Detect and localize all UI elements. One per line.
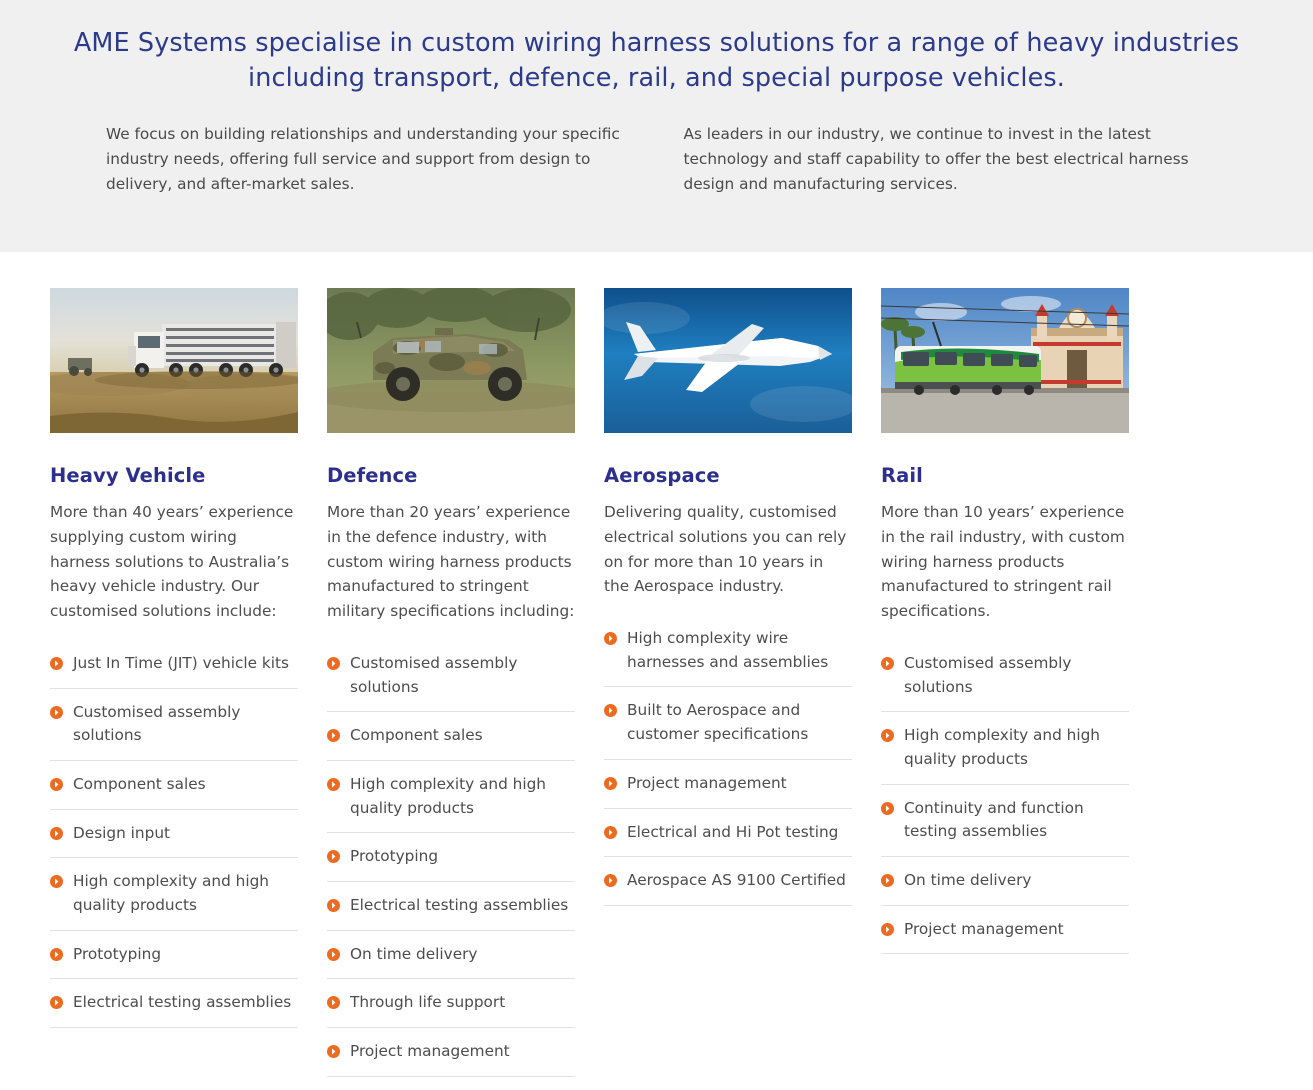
list-item[interactable] xyxy=(50,979,298,1028)
chevron-right-icon xyxy=(604,629,617,642)
industry-card-aerospace xyxy=(604,288,852,906)
list-item[interactable] xyxy=(881,712,1129,784)
list-item-label: Design input xyxy=(73,823,171,842)
list-item[interactable] xyxy=(327,761,575,833)
list-item-label: Project management xyxy=(627,773,787,792)
industry-card-defence xyxy=(327,288,575,1077)
list-item-label: Continuity and function testing assemblies xyxy=(904,798,1084,841)
chevron-right-icon xyxy=(50,775,63,788)
card-title: Aerospace xyxy=(604,464,720,487)
armoured-military-vehicle-photo[interactable] xyxy=(327,288,575,433)
chevron-right-icon xyxy=(604,701,617,714)
card-description: More than 10 years’ experience in the rail industry, with custom wiring harness products manufactured to stringent rail specifications. xyxy=(881,503,1125,621)
list-item-label: On time delivery xyxy=(904,871,1032,890)
list-item-label: Component sales xyxy=(73,774,206,793)
intro-paragraph-right: As leaders in our industry, we continue to invest in the latest technology and staff capability to offer the best electrical harness design and manufacturing services. xyxy=(683,125,1189,193)
chevron-right-icon xyxy=(327,1042,340,1055)
list-item[interactable] xyxy=(327,931,575,980)
card-title: Rail xyxy=(881,464,923,487)
card-title: Defence xyxy=(327,464,418,487)
list-item[interactable] xyxy=(50,761,298,810)
list-item-label: Built to Aerospace and customer specifications xyxy=(627,701,809,744)
card-bullet-list xyxy=(327,640,575,1077)
list-item-label: Just In Time (JIT) vehicle kits xyxy=(73,653,289,672)
intro-paragraph-left: We focus on building relationships and understanding your specific industry needs, offering full service and support from design to delivery, and after-market sales. xyxy=(106,125,620,193)
list-item[interactable] xyxy=(881,785,1129,857)
chevron-right-icon xyxy=(327,847,340,860)
list-item-label: Project management xyxy=(350,1042,510,1061)
intro-section xyxy=(0,0,1313,252)
list-item[interactable] xyxy=(327,640,575,712)
chevron-right-icon xyxy=(881,799,894,812)
chevron-right-icon xyxy=(327,654,340,667)
list-item-label: High complexity and high quality products xyxy=(904,726,1100,768)
list-item[interactable] xyxy=(881,857,1129,906)
list-item-label: Customised assembly solutions xyxy=(73,702,241,745)
list-item[interactable] xyxy=(327,833,575,882)
chevron-right-icon xyxy=(50,945,63,958)
list-item-label: Component sales xyxy=(350,726,483,745)
list-item[interactable] xyxy=(604,809,852,858)
list-item[interactable] xyxy=(327,979,575,1028)
chevron-right-icon xyxy=(327,945,340,958)
card-bullet-list xyxy=(881,640,1129,955)
card-description: Delivering quality, customised electrical solutions you can rely on for more than 10 years in the Aerospace industry. xyxy=(604,503,847,596)
chevron-right-icon xyxy=(327,993,340,1006)
chevron-right-icon xyxy=(50,824,63,837)
list-item[interactable] xyxy=(50,931,298,980)
chevron-right-icon xyxy=(881,871,894,884)
card-bullet-list xyxy=(604,615,852,906)
chevron-right-icon xyxy=(50,703,63,716)
armoured-vehicle-illustration xyxy=(327,288,575,433)
list-item[interactable] xyxy=(604,615,852,687)
list-item[interactable] xyxy=(604,687,852,759)
list-item[interactable] xyxy=(604,857,852,906)
intro-columns xyxy=(50,122,1263,196)
intro-inner xyxy=(50,26,1263,197)
list-item[interactable] xyxy=(50,810,298,859)
list-item[interactable] xyxy=(881,906,1129,955)
list-item[interactable] xyxy=(881,640,1129,712)
tram-at-luna-park-photo[interactable] xyxy=(881,288,1129,433)
list-item[interactable] xyxy=(50,689,298,761)
list-item-label: High complexity and high quality products xyxy=(350,774,546,817)
list-item-label: Through life support xyxy=(350,993,506,1012)
card-description: More than 40 years’ experience supplying custom wiring harness solutions to Australia’s heavy vehicle industry. Our customised solutions include: xyxy=(50,503,294,621)
list-item-label: Aerospace AS 9100 Certified xyxy=(627,871,846,890)
tram-illustration xyxy=(881,288,1129,433)
card-description: More than 20 years’ experience in the defence industry, with custom wiring harness products manufactured to stringent military specifications including: xyxy=(327,503,575,621)
chevron-right-icon xyxy=(604,871,617,884)
list-item-label: Prototyping xyxy=(350,847,439,866)
industry-card-heavy-vehicle xyxy=(50,288,298,1028)
list-item[interactable] xyxy=(50,858,298,930)
chevron-right-icon xyxy=(604,823,617,836)
list-item[interactable] xyxy=(604,760,852,809)
list-item-label: Electrical testing assemblies xyxy=(350,896,569,915)
aircraft-in-flight-photo[interactable] xyxy=(604,288,852,433)
list-item-label: High complexity wire harnesses and assemblies xyxy=(627,629,829,671)
chevron-right-icon xyxy=(881,920,894,933)
list-item[interactable] xyxy=(50,640,298,689)
road-train-truck-photo[interactable] xyxy=(50,288,298,433)
chevron-right-icon xyxy=(327,726,340,739)
aircraft-illustration xyxy=(604,288,852,433)
chevron-right-icon xyxy=(50,872,63,885)
chevron-right-icon xyxy=(881,726,894,739)
list-item[interactable] xyxy=(327,712,575,761)
card-title: Heavy Vehicle xyxy=(50,464,206,487)
industry-card-grid xyxy=(50,252,1263,1077)
list-item-label: Customised assembly solutions xyxy=(904,653,1072,696)
list-item[interactable] xyxy=(327,1028,575,1077)
chevron-right-icon xyxy=(50,654,63,667)
chevron-right-icon xyxy=(881,654,894,667)
chevron-right-icon xyxy=(327,775,340,788)
list-item-label: On time delivery xyxy=(350,944,478,963)
list-item-label: Customised assembly solutions xyxy=(350,653,518,696)
list-item-label: Prototyping xyxy=(73,944,162,963)
page-title: AME Systems specialise in custom wiring harness solutions for a range of heavy industries including transport, defence, rail, and special purpose vehicles. xyxy=(73,28,1240,94)
chevron-right-icon xyxy=(50,993,63,1006)
truck-illustration xyxy=(50,288,298,433)
list-item-label: High complexity and high quality products xyxy=(73,872,269,915)
list-item[interactable] xyxy=(327,882,575,931)
list-item-label: Electrical and Hi Pot testing xyxy=(627,822,839,841)
chevron-right-icon xyxy=(327,896,340,909)
card-bullet-list xyxy=(50,640,298,1028)
list-item-label: Project management xyxy=(904,919,1064,938)
chevron-right-icon xyxy=(604,774,617,787)
industry-card-rail xyxy=(881,288,1129,954)
list-item-label: Electrical testing assemblies xyxy=(73,993,292,1012)
